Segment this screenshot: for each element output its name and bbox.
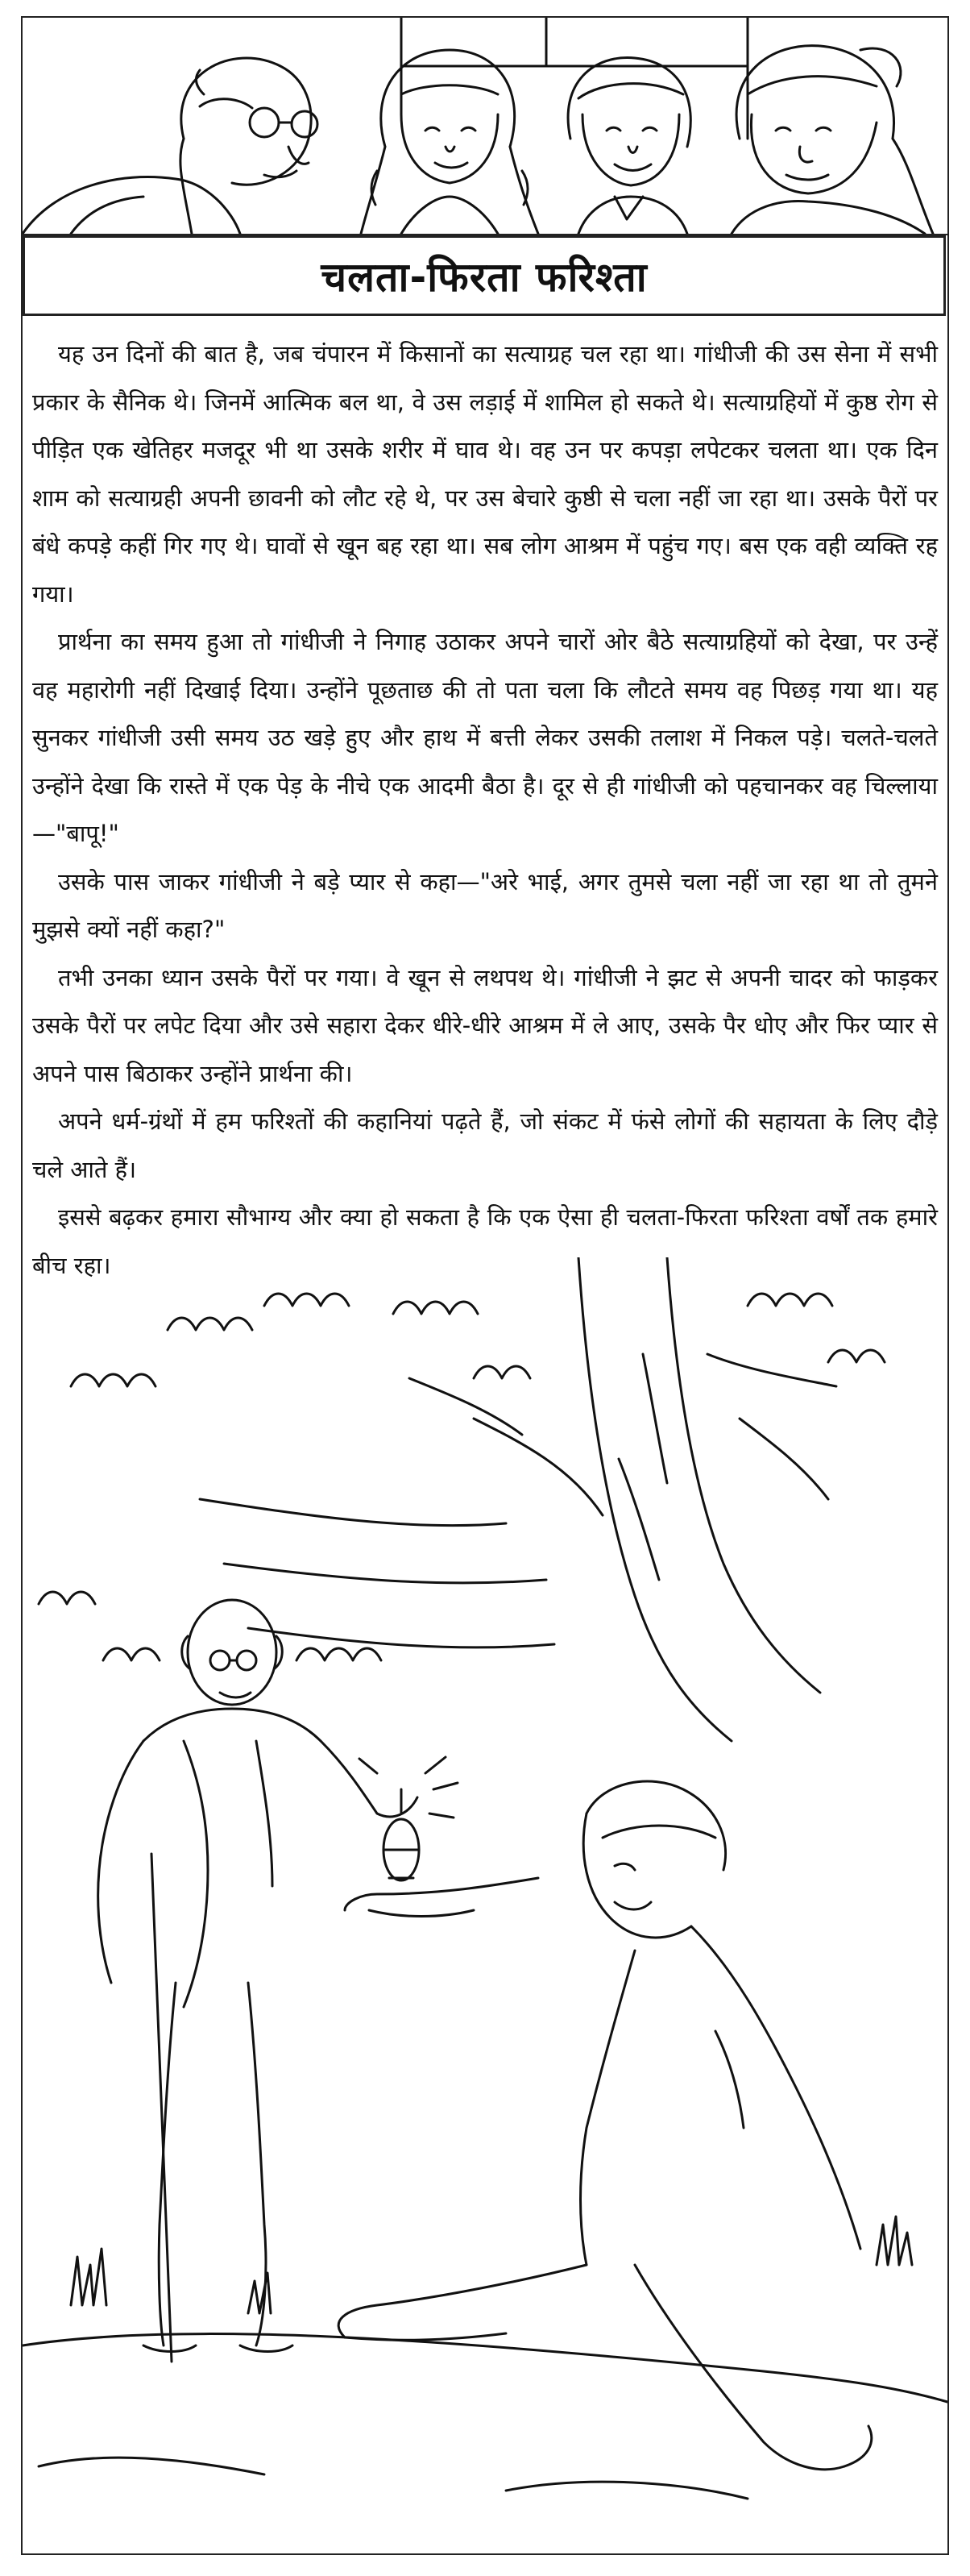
lantern	[359, 1757, 458, 1880]
paragraph: अपने धर्म-ग्रंथों में हम फरिश्तों की कहानियां पढ़ते हैं, जो संकट में फंसे लोगों की सहायता के लिए दौड़े चले आते हैं।	[32, 1107, 938, 1183]
boy-figure	[568, 58, 690, 234]
story-illustration	[23, 1257, 947, 2551]
girl-figure	[361, 50, 538, 234]
story-title: चलता-फिरता फरिश्ता	[321, 254, 648, 301]
tree	[39, 1257, 885, 1741]
paragraph: प्रार्थना का समय हुआ तो गांधीजी ने निगाह उठाकर अपने चारों ओर बैठे सत्याग्रहियों को देखा, पर उन्हें वह महारोगी नहीं दिखाई दिया। उन्होंने पूछताछ की तो पता चला कि लौटते समय वह पिछड़ गया था। यह सुनकर गांधीजी उसी समय उठ खड़े हुए और हाथ में बत्ती लेकर उसकी तलाश में निकल पड़े। चलते-चलते उन्होंने देखा कि रास्ते में एक पेड़ के नीचे एक आदमी बैठा है। दूर से ही गांधीजी को पहचानकर वह चिल्लाया—"बापू!"	[32, 628, 938, 847]
header-illustration	[23, 18, 947, 235]
seated-man-figure	[338, 1781, 872, 2470]
paragraph: तभी उनका ध्यान उसके पैरों पर गया। वे खून से लथपथ थे। गांधीजी ने झट से अपनी चादर को फाड़कर उसके पैरों पर लपेट दिया और उसे सहारा देकर धीरे-धीरे आश्रम में ले आए, उसके पैर धोए और फिर प्यार से अपने पास बिठाकर उन्होंने प्रार्थना की।	[32, 963, 938, 1087]
paragraph: यह उन दिनों की बात है, जब चंपारन में किसानों का सत्याग्रह चल रहा था। गांधीजी की उस सेना में सभी प्रकार के सैनिक थे। जिनमें आत्मिक बल था, वे उस लड़ाई में शामिल हो सकते थे। सत्याग्रहियों में कुष्ठ रोग से पीड़ित एक खेतिहर मजदूर भी था उसके शरीर में घाव थे। वह उन पर कपड़ा लपेटकर चलता था। एक दिन शाम को सत्याग्रही अपनी छावनी को लौट रहे थे, पर उस बेचारे कुष्ठी से चला नहीं जा रहा था। उसके पैरों पर बंधे कपड़े कहीं गिर गए थे। घावों से खून बह रहा था। सब लोग आश्रम में पहुंच गए। बस एक वही व्यक्ति रह गया।	[32, 340, 938, 608]
story-text	[32, 330, 938, 1290]
paragraph: उसके पास जाकर गांधीजी ने बड़े प्यार से कहा—"अरे भाई, अगर तुमसे चला नहीं जा रहा था तो तुमने मुझसे क्यों नहीं कहा?"	[32, 867, 938, 943]
old-man-figure	[23, 58, 317, 234]
old-woman-figure	[732, 46, 933, 234]
title-box	[23, 235, 946, 316]
paragraph: इससे बढ़कर हमारा सौभाग्य और क्या हो सकता है कि एक ऐसा ही चलता-फिरता फरिश्ता वर्षों तक हमारे बीच रहा।	[32, 1203, 938, 1279]
gandhi-figure	[98, 1600, 417, 2362]
